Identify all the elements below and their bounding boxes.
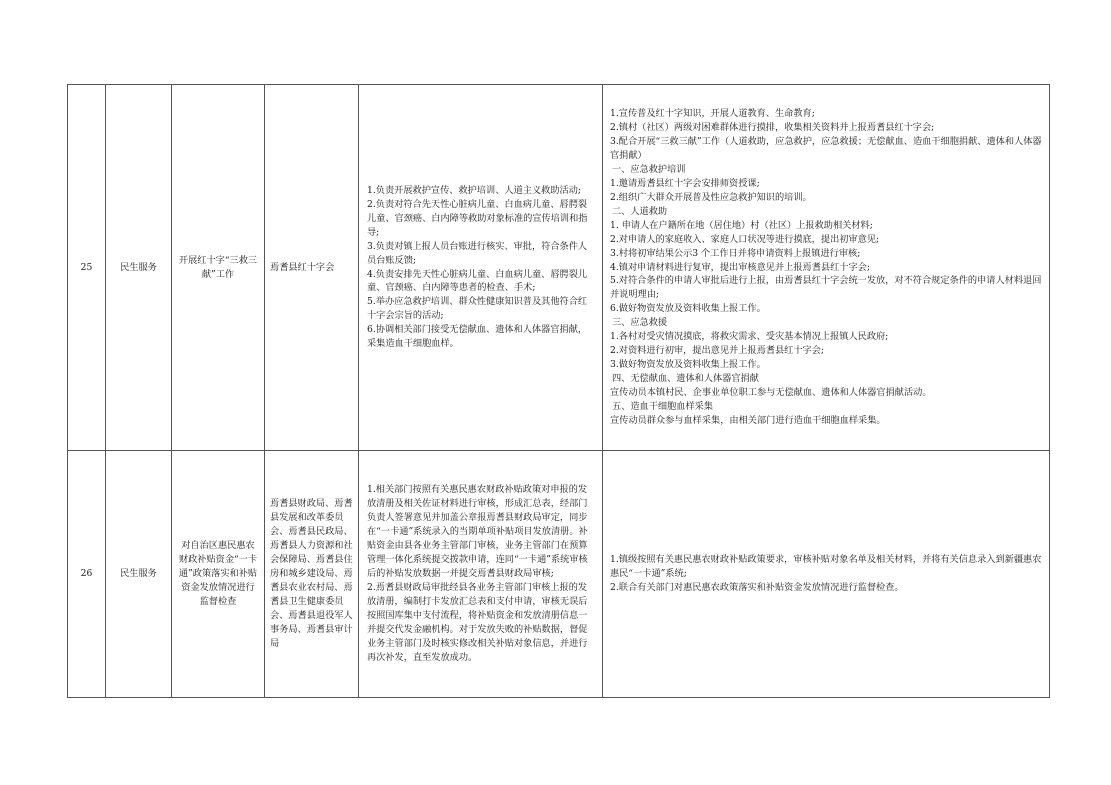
town-line: 宣传动员本镇村民、企事业单位职工参与无偿献血、遗体和人体器官捐献活动。 — [610, 387, 932, 399]
responsible-unit-cell: 焉耆县财政局、焉耆县发展和改革委员会、焉耆县民政局、焉耆县人力资源和社会保障局、焉耆县住房和城乡建设局、焉耆县农业农村局、焉耆县卫生健康委员会、焉耆县退役军人事务局、焉耆县审计局 — [265, 451, 359, 698]
responsibility-table — [67, 84, 1050, 698]
town-line: 1.邀请焉耆县红十字会安排师资授课; — [610, 177, 760, 189]
town-duties-cell — [603, 85, 1050, 451]
town-line: 3.村将初审结果公示3 个工作日并将申请资料上报镇进行审核; — [610, 247, 861, 259]
town-line: 1.镇级按照有关惠民惠农财政补贴政策要求，审核补贴对象名单及相关材料，并将有关信息录入到新疆惠农惠民“一卡通”系统; — [610, 554, 1042, 579]
town-line: 4.镇对申请材料进行复审，提出审核意见并上报焉耆县红十字会; — [610, 261, 870, 273]
category-cell: 民生服务 — [106, 451, 172, 698]
town-line: 3.做好物资发放及资料收集上报工作。 — [610, 359, 766, 371]
town-line: 2.镇村（社区）两级对困难群体进行摸排，收集相关资料并上报焉耆县红十字会; — [610, 121, 935, 133]
item-cell: 对自治区惠民惠农财政补贴资金“一卡通”政策落实和补贴资金发放情况进行监督检查 — [172, 451, 265, 698]
town-line: 6.做好物资发放及资料收集上报工作。 — [610, 303, 766, 315]
duty-line: 2.负责对符合先天性心脏病儿童、白血病儿童、唇腭裂儿童、官颈癌、白内障等救助对象标准的宣传培训和指导; — [367, 198, 588, 238]
town-line: 1.宣传普及红十字知识，开展人道教育、生命教育; — [610, 107, 815, 119]
town-line: 2.联合有关部门对惠民惠农政策落实和补贴资金发放情况进行监督检查。 — [610, 581, 904, 593]
town-line: 2.对资料进行初审，提出意见并上报焉耆县红十字会; — [610, 345, 824, 357]
town-line: 宣传动员群众参与血样采集，由相关部门进行造血干细胞血样采集。 — [610, 415, 886, 427]
duty-line: 3.负责对镇上报人员台账进行核实、审批，符合条件人员台账反馈; — [367, 240, 588, 266]
item-cell: 开展红十字“三救三献”工作 — [172, 85, 265, 451]
duty-line: 1.负责开展救护宣传、救护培训、人道主义救助活动; — [367, 184, 581, 196]
duty-line: 2.焉耆县财政局审批经县各业务主管部门审核上报的发放清册，编制打卡发放汇总表和支付申请，审核无误后按照国库集中支付流程，将补贴资金和发放清册信息一并提交代发金融机构。对于发放失败的补贴数据，督促业务主管部门及时核实修改相关补贴对象信息，并进行再次补发，直至发放成功。 — [367, 581, 588, 663]
department-duties-cell — [359, 451, 603, 698]
town-line: 2.对申请人的家庭收入、家庭人口状况等进行摸底，提出初审意见; — [610, 233, 880, 245]
town-line: 1.各村对受灾情况摸底，将救灾需求、受灾基本情况上报镇人民政府; — [610, 331, 889, 343]
town-duties-cell — [603, 451, 1050, 698]
duty-line: 1.相关部门按照有关惠民惠农财政补贴政策对申报的发放清册及相关佐证材料进行审核，形成汇总表，经部门负责人签署意见并加盖公章报焉耆县财政局审定，同步在“一卡通”系统录入的当期单项补贴项目发放清册。补贴资金由县各业务主管部门审核，业务主管部门在预算管理一体化系统提交拨款申请，连同“一卡通”系统审核后的补贴发放数据一并提交焉耆县财政局审核; — [367, 484, 588, 579]
town-line: 5.对符合条件的申请人审批后进行上报，由焉耆县红十字会统一发放，对不符合规定条件的申请人材料退回并说明理由; — [610, 275, 1042, 301]
town-line: 2.组织广大群众开展普及性应急救护知识的培训。 — [610, 191, 812, 203]
row-number: 25 — [68, 85, 106, 451]
town-section-heading: 五、造血干细胞血样采集 — [612, 401, 714, 413]
town-section-heading: 二、人道救助 — [612, 205, 668, 217]
duty-line: 5.举办应急救护培训、群众性健康知识普及其他符合红十字会宗旨的活动; — [367, 296, 588, 322]
town-line: 3.配合开展“三救三献”工作（人道救助，应急救护，应急救援；无偿献血、造血干细胞捐献、遗体和人体器官捐献） — [610, 135, 1042, 161]
row-number: 26 — [68, 451, 106, 698]
town-section-heading: 三、应急救援 — [612, 317, 668, 329]
category-cell: 民生服务 — [106, 85, 172, 451]
town-section-heading: 一、应急救护培训 — [612, 163, 686, 175]
responsible-unit-cell: 焉耆县红十字会 — [265, 85, 359, 451]
duty-line: 6.协调相关部门接受无偿献血、遗体和人体器官捐献，采集造血干细胞血样。 — [367, 324, 588, 350]
town-section-heading: 四、无偿献血、遗体和人体器官捐献 — [612, 373, 759, 385]
department-duties-cell — [359, 85, 603, 451]
town-line: 1. 申请人在户籍所在地（居住地）村（社区）上报救助相关材料; — [610, 219, 873, 231]
duty-line: 4.负责安排先天性心脏病儿童、白血病儿童、唇腭裂儿童、官颈癌、白内障等患者的检查、手术; — [367, 268, 588, 294]
table-row — [68, 85, 1050, 451]
table-row — [68, 451, 1050, 698]
